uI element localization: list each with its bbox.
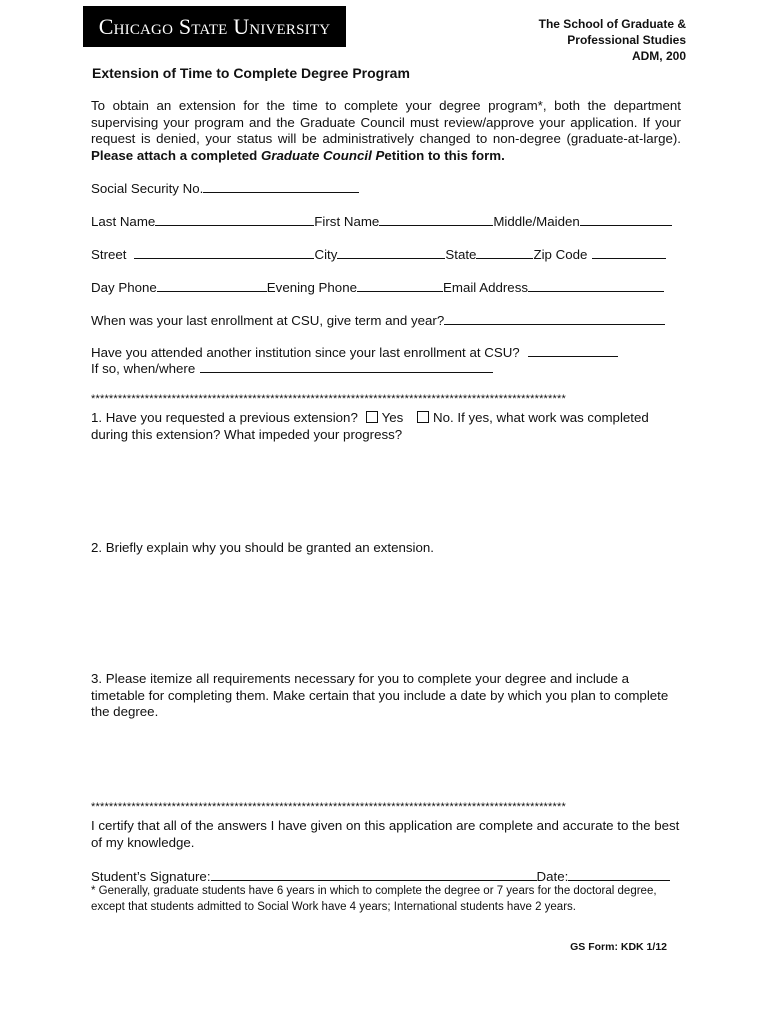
state-label: State	[445, 247, 477, 262]
ssn-field[interactable]	[203, 180, 359, 193]
date-field[interactable]	[568, 868, 670, 881]
evening-phone-label: Evening Phone	[266, 280, 357, 295]
q3-answer-area[interactable]	[91, 726, 681, 794]
street-label: Street	[91, 247, 127, 262]
day-phone-label: Day Phone	[91, 280, 157, 295]
signature-label: Student’s Signature:	[91, 869, 211, 884]
form-title: Extension of Time to Complete Degree Program	[92, 65, 410, 81]
ssn-label: Social Security No.	[91, 181, 204, 196]
intro-text: To obtain an extension for the time to complete your degree program*, both the department supervising your program and the Graduate Council must review/approve your application. If your request is denied, your status will be administratively changed to non-degree (graduate-at-large).	[91, 98, 681, 146]
when-where-label: If so, when/where	[91, 361, 196, 376]
school-line1: The School of Graduate &	[538, 17, 686, 31]
form-code: GS Form: KDK 1/12	[570, 941, 667, 953]
address-row	[91, 246, 666, 262]
intro-bold-prefix: Please attach a completed	[91, 147, 261, 163]
last-enrollment-field[interactable]	[444, 312, 665, 325]
no-label: No.	[432, 410, 454, 425]
first-name-label: First Name	[314, 214, 380, 229]
email-label: Email Address	[443, 280, 528, 295]
signature-field[interactable]	[211, 868, 537, 881]
last-enrollment-label: When was your last enrollment at CSU, give term and year?	[91, 313, 445, 328]
q2-answer-area[interactable]	[91, 562, 681, 666]
certification-statement: I certify that all of the answers I have given on this application are complete and accurate to the best of my knowledge.	[91, 818, 680, 850]
city-field[interactable]	[337, 246, 445, 259]
date-label: Date:	[536, 869, 569, 884]
school-line2: Professional Studies	[567, 33, 686, 47]
footnote: * Generally, graduate students have 6 years in which to complete the degree or 7 years for the doctoral degree, except that students admitted to Social Work have 4 years; International students have 2 years.	[91, 885, 657, 913]
no-checkbox[interactable]	[417, 411, 429, 423]
last-name-label: Last Name	[91, 214, 156, 229]
signature-row	[91, 868, 670, 884]
question-2: 2. Briefly explain why you should be granted an extension.	[91, 540, 434, 555]
question-1	[91, 410, 681, 443]
other-institution-label: Have you attended another institution since your last enrollment at CSU?	[91, 345, 520, 360]
street-field[interactable]	[134, 246, 314, 259]
first-name-field[interactable]	[379, 213, 493, 226]
office-room: ADM, 200	[631, 49, 686, 63]
ssn-row	[91, 180, 359, 196]
zip-label: Zip Code	[533, 247, 588, 262]
city-label: City	[314, 247, 338, 262]
yes-checkbox[interactable]	[366, 411, 378, 423]
q1-text: 1. Have you requested a previous extension?	[91, 410, 358, 425]
q1-answer-area[interactable]	[91, 452, 681, 534]
university-logo	[83, 6, 346, 47]
intro-bold-suffix: etition to this form.	[384, 147, 505, 163]
name-row	[91, 213, 672, 229]
email-field[interactable]	[528, 279, 664, 292]
intro-paragraph	[91, 98, 681, 164]
evening-phone-field[interactable]	[357, 279, 443, 292]
school-header	[539, 16, 686, 64]
separator-bottom: **********************************************************************************************************	[91, 801, 566, 813]
when-where-field[interactable]	[200, 360, 493, 373]
state-field[interactable]	[476, 246, 533, 259]
zip-field[interactable]	[592, 246, 666, 259]
day-phone-field[interactable]	[157, 279, 267, 292]
yes-label: Yes	[381, 410, 404, 425]
question-3: 3. Please itemize all requirements necessary for you to complete your degree and include a timetable for completing them. Make certain that you include a date by which you plan to complete the degree.	[91, 671, 669, 719]
intro-bold-italic: Graduate Council P	[260, 147, 385, 163]
other-institution-row	[91, 344, 618, 360]
when-where-row	[91, 360, 493, 376]
other-institution-field[interactable]	[528, 344, 618, 357]
last-enrollment-row	[91, 312, 665, 328]
q1-followup: If yes, what work was completed during this extension? What impeded your progress?	[91, 410, 649, 442]
middle-name-label: Middle/Maiden	[493, 214, 580, 229]
separator-top: **********************************************************************************************************	[91, 393, 566, 405]
middle-name-field[interactable]	[580, 213, 672, 226]
last-name-field[interactable]	[155, 213, 314, 226]
phone-row	[91, 279, 664, 295]
logo-text: Chicago State University	[98, 13, 331, 39]
